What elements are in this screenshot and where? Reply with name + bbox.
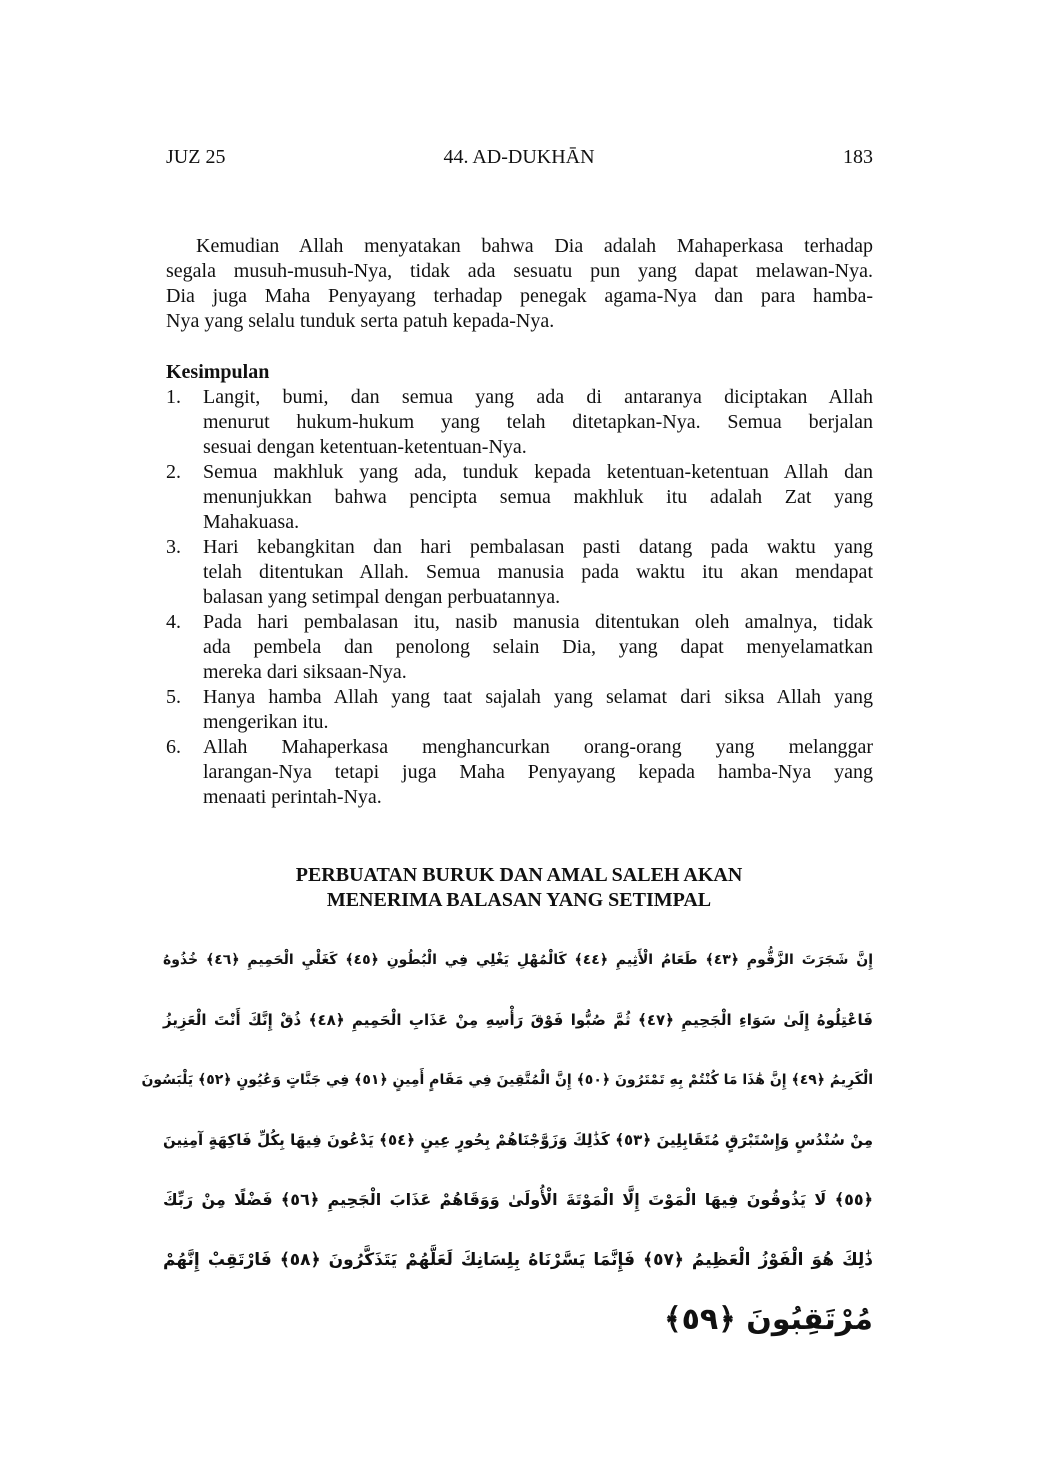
- arabic-verse-line: فَاعْتِلُوهُ إِلَىٰ سَوَاءِ الْجَحِيمِ ﴿٤٧﴾ ثُمَّ صُبُّوا فَوْقَ رَأْسِهِ مِنْ عَذَابِ الْحَمِيمِ ﴿٤٨﴾ ذُقْ إِنَّكَ أَنْتَ الْعَزِيزُ: [163, 1011, 873, 1029]
- list-line: Allah Mahaperkasa menghancurkan orang-orang yang melanggar: [203, 736, 873, 758]
- paragraph-line: segala musuh-musuh-Nya, tidak ada sesuatu pun yang dapat melawan-Nya.: [166, 260, 873, 282]
- list-line: Semua makhluk yang ada, tunduk kepada ketentuan-ketentuan Allah dan: [203, 461, 873, 483]
- section-title-line: PERBUATAN BURUK DAN AMAL SALEH AKAN: [295, 864, 743, 886]
- list-text: [203, 610, 873, 685]
- list-item: [166, 535, 873, 610]
- section-title-line: MENERIMA BALASAN YANG SETIMPAL: [326, 889, 712, 911]
- list-number: 2.: [166, 461, 181, 483]
- list-item: [166, 385, 873, 460]
- list-line: Pada hari pembalasan itu, nasib manusia ditentukan oleh amalnya, tidak: [203, 611, 873, 633]
- list-number: 1.: [166, 386, 181, 408]
- list-number: 5.: [166, 686, 181, 708]
- section-title: [0, 863, 1038, 913]
- list-line: menaati perintah-Nya.: [203, 786, 382, 808]
- arabic-verse-line: الْكَرِيمُ ﴿٤٩﴾ إِنَّ هَٰذَا مَا كُنْتُمْ بِهِ تَمْتَرُونَ ﴿٥٠﴾ إِنَّ الْمُتَّقِينَ فِي مَقَامٍ أَمِينٍ ﴿٥١﴾ فِي جَنَّاتٍ وَعُيُونٍ ﴿٥٢﴾ يَلْبَسُونَ: [141, 1072, 873, 1088]
- list-line: mereka dari siksaan-Nya.: [203, 661, 407, 683]
- list-item: [166, 460, 873, 535]
- list-text: [203, 385, 873, 460]
- list-text: [203, 460, 873, 535]
- page-number: 183: [843, 146, 873, 168]
- running-header-juz: JUZ 25: [166, 146, 226, 168]
- list-line: Hanya hamba Allah yang taat sajalah yang selamat dari siksa Allah yang: [203, 686, 873, 708]
- list-line: sesuai dengan ketentuan-ketentuan-Nya.: [203, 436, 527, 458]
- list-line: menurut hukum-hukum yang telah ditetapkan-Nya. Semua berjalan: [203, 411, 873, 433]
- list-line: Hari kebangkitan dan hari pembalasan pasti datang pada waktu yang: [203, 536, 873, 558]
- list-item: [166, 685, 873, 735]
- arabic-verse-line: ﴿٥٥﴾ لَا يَذُوقُونَ فِيهَا الْمَوْتَ إِلَّا الْمَوْتَةَ الْأُولَىٰ وَوَقَاهُمْ عَذَابَ الْجَحِيمِ ﴿٥٦﴾ فَضْلًا مِنْ رَبِّكَ: [163, 1190, 873, 1209]
- list-text: [203, 535, 873, 610]
- list-text: [203, 735, 873, 810]
- kesimpulan-heading: Kesimpulan: [166, 361, 270, 383]
- list-line: menunjukkan bahwa pencipta semua makhluk itu adalah Zat yang: [203, 486, 873, 508]
- list-text: [203, 685, 873, 735]
- list-number: 6.: [166, 736, 181, 758]
- arabic-verse-line: ذَٰلِكَ هُوَ الْفَوْزُ الْعَظِيمُ ﴿٥٧﴾ فَإِنَّمَا يَسَّرْنَاهُ بِلِسَانِكَ لَعَلَّهُمْ يَتَذَكَّرُونَ ﴿٥٨﴾ فَارْتَقِبْ إِنَّهُمْ: [163, 1250, 874, 1270]
- list-item: [166, 610, 873, 685]
- list-line: Mahakuasa.: [203, 511, 300, 533]
- list-line: balasan yang setimpal dengan perbuatannya.: [203, 586, 561, 608]
- kesimpulan-list: [166, 385, 873, 810]
- arabic-verse-line: إِنَّ شَجَرَتَ الزَّقُّومِ ﴿٤٣﴾ طَعَامُ الْأَثِيمِ ﴿٤٤﴾ كَالْمُهْلِ يَغْلِي فِي الْبُطُونِ ﴿٤٥﴾ كَغَلْيِ الْحَمِيمِ ﴿٤٦﴾ خُذُوهُ: [163, 952, 873, 968]
- arabic-verse-line: مُرْتَقِبُونَ ﴿٥٩﴾: [664, 1302, 873, 1337]
- paragraph-line: Dia juga Maha Penyayang terhadap penegak agama-Nya dan para hamba-: [166, 285, 873, 307]
- list-number: 4.: [166, 611, 181, 633]
- arabic-verse-line: مِنْ سُنْدُسٍ وَإِسْتَبْرَقٍ مُتَقَابِلِينَ ﴿٥٣﴾ كَذَٰلِكَ وَزَوَّجْنَاهُمْ بِحُورٍ عِينٍ ﴿٥٤﴾ يَدْعُونَ فِيهَا بِكُلِّ فَاكِهَةٍ آمِنِينَ: [163, 1131, 873, 1149]
- list-number: 3.: [166, 536, 181, 558]
- list-item: [166, 735, 873, 810]
- paragraph-line: Kemudian Allah menyatakan bahwa Dia adalah Mahaperkasa terhadap: [196, 235, 873, 257]
- list-line: ada pembela dan penolong selain Dia, yang dapat menyelamatkan: [203, 636, 873, 658]
- list-line: Langit, bumi, dan semua yang ada di antaranya diciptakan Allah: [203, 386, 873, 408]
- paragraph-line: Nya yang selalu tunduk serta patuh kepada-Nya.: [166, 310, 555, 332]
- body-paragraph: [166, 234, 873, 334]
- arabic-verses: [141, 930, 874, 1350]
- list-line: larangan-Nya tetapi juga Maha Penyayang kepada hamba-Nya yang: [203, 761, 873, 783]
- list-line: telah ditentukan Allah. Semua manusia pada waktu itu akan mendapat: [203, 561, 873, 583]
- running-header-surah: 44. AD-DUKHĀN: [443, 146, 595, 168]
- list-line: mengerikan itu.: [203, 711, 329, 733]
- kesimpulan-section: [166, 360, 873, 810]
